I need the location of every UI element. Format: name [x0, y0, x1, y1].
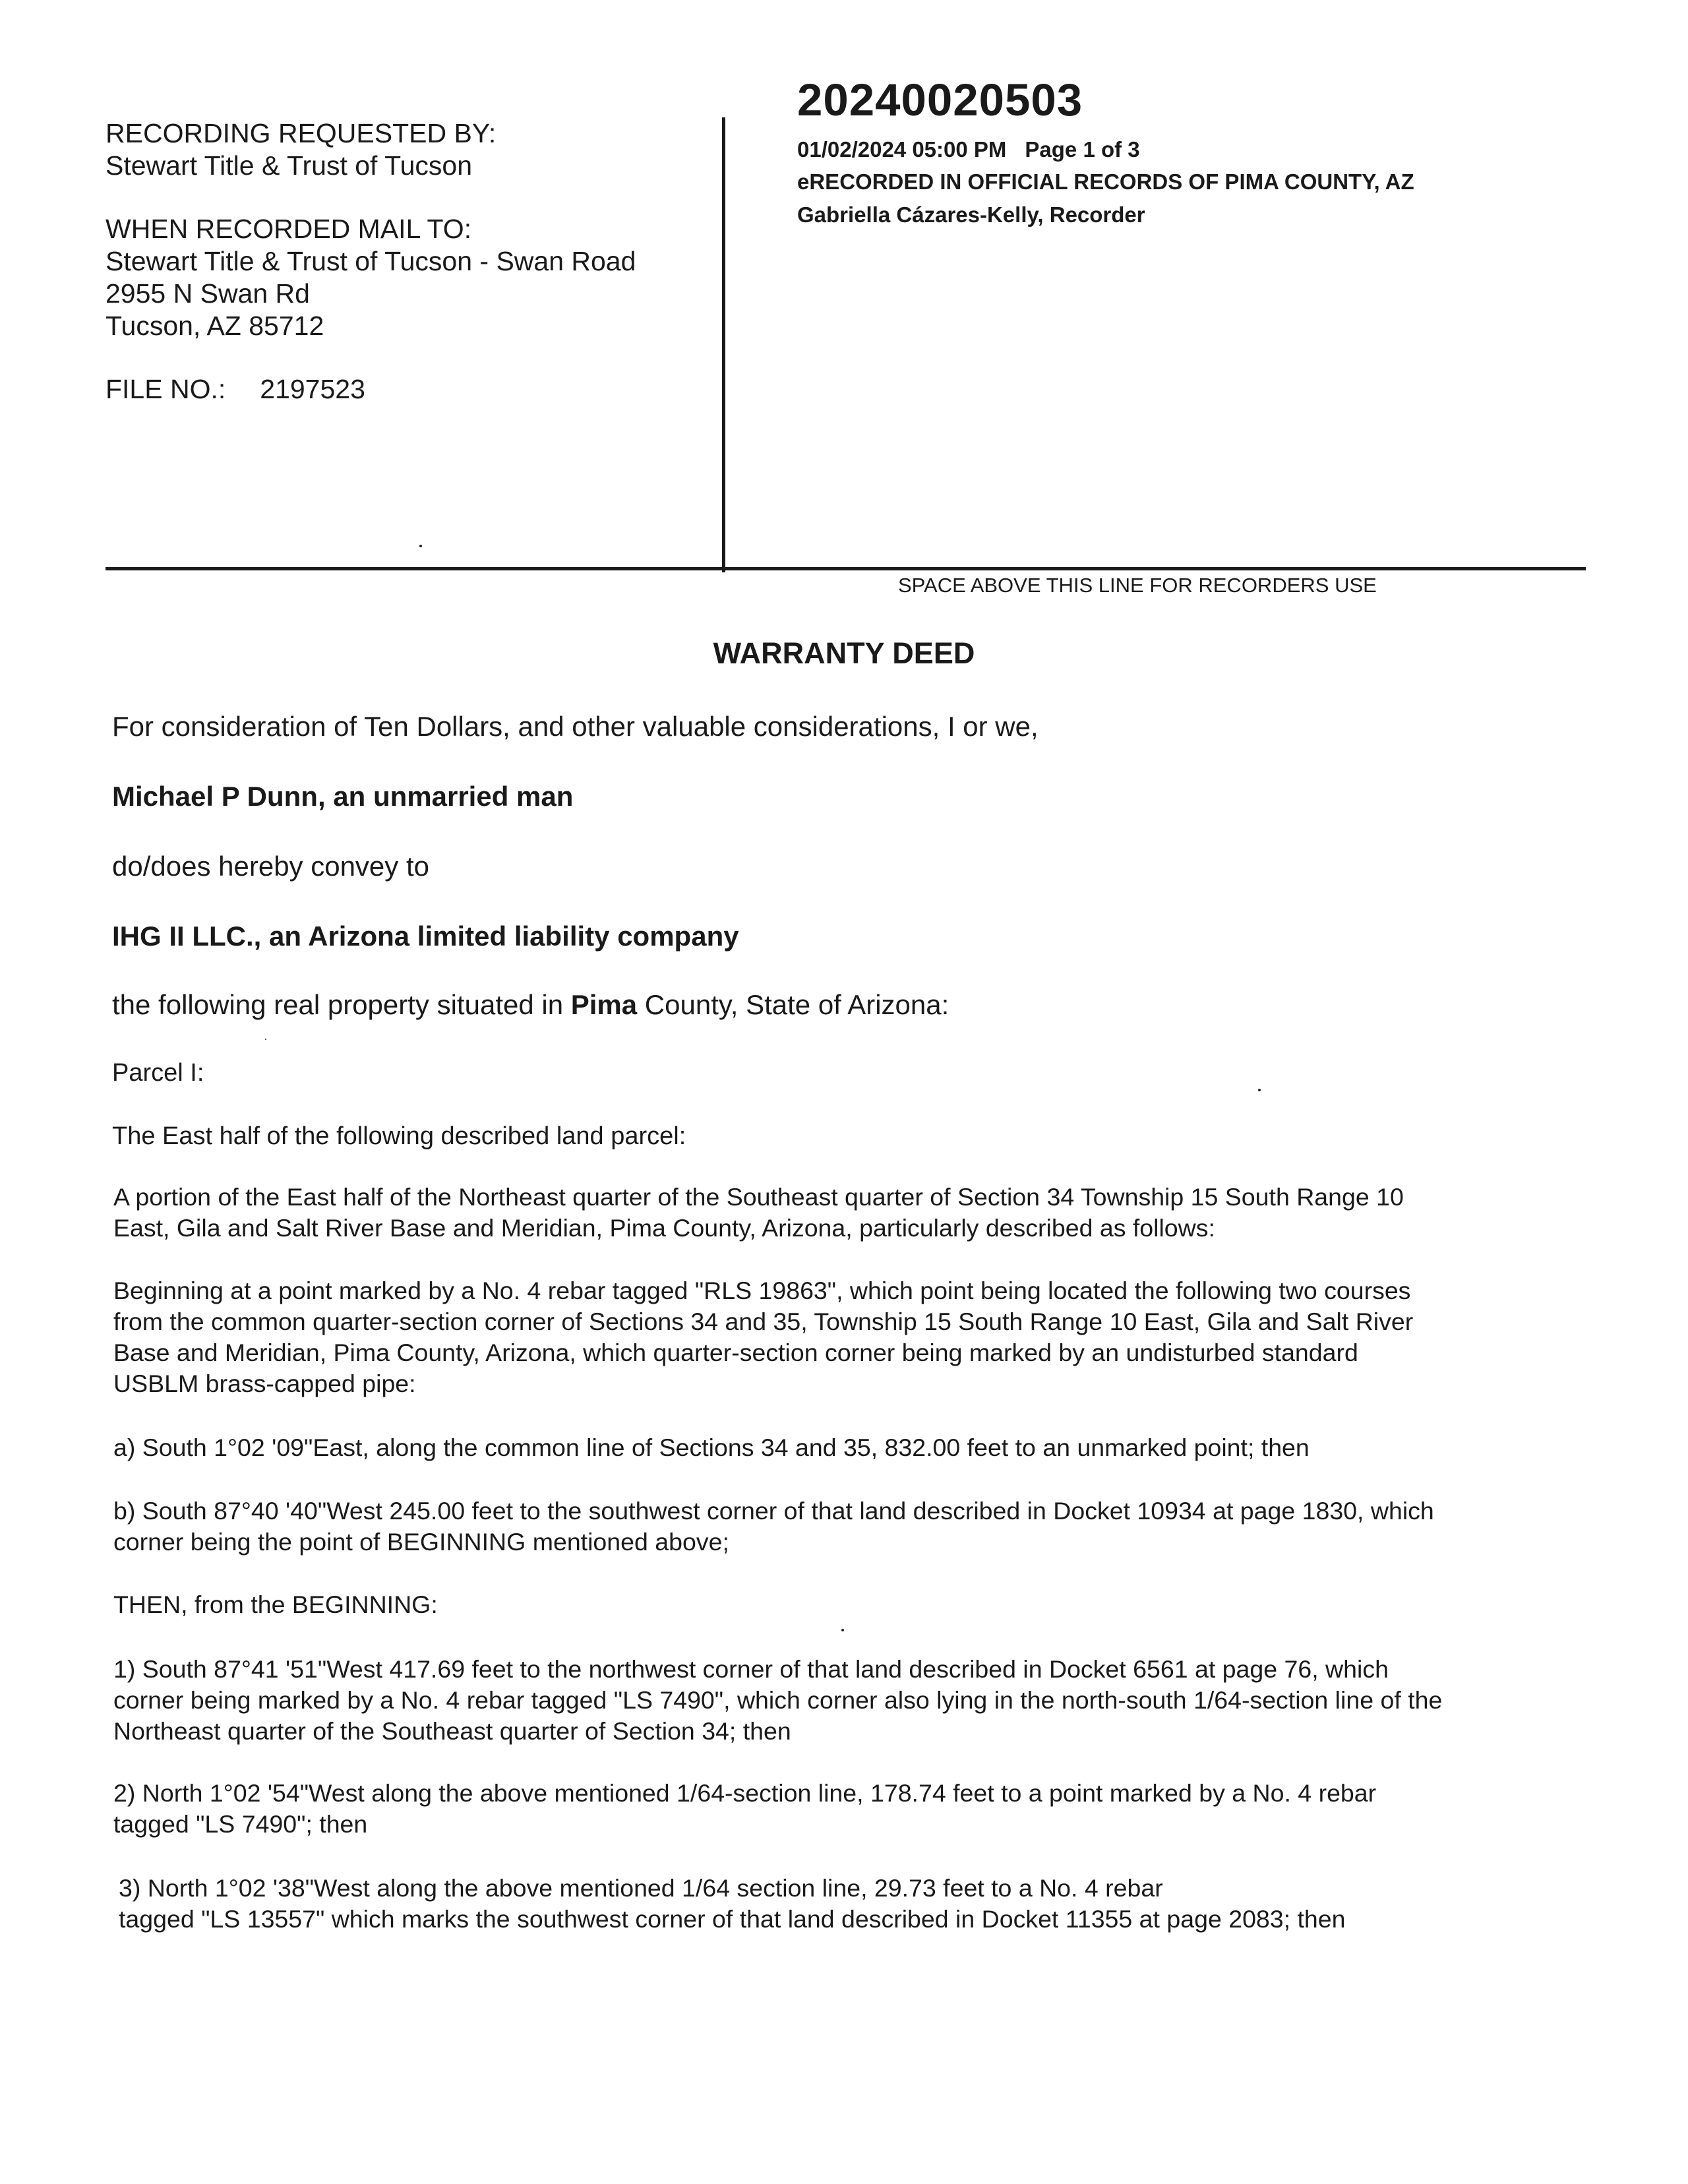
file-number-row — [106, 373, 636, 406]
property-county: Pima — [570, 989, 638, 1020]
legal-then-from — [113, 1589, 1590, 1620]
paragraph-line: tagged "LS 7490"; then — [113, 1810, 368, 1838]
scan-speck — [265, 1039, 266, 1040]
paragraph-line: THEN, from the BEGINNING: — [113, 1591, 438, 1618]
header-vertical-divider — [722, 117, 725, 572]
grantee-name: IHG II LLC., an Arizona limited liability company — [112, 921, 739, 952]
paragraph-line: from the common quarter-section corner of Sections 34 and 35, Township 15 South Range 10 East, Gila and Salt River — [113, 1308, 1414, 1335]
property-intro-before: the following real property situated in — [112, 989, 571, 1020]
recording-requested-by: Stewart Title & Trust of Tucson — [106, 150, 473, 181]
paragraph-line: A portion of the East half of the Northeast quarter of the Southeast quarter of Section 34 Township 15 South Range 10 — [113, 1183, 1404, 1211]
document-number: 20240020503 — [797, 75, 1083, 125]
paragraph-line: corner being the point of BEGINNING mentioned above; — [113, 1528, 729, 1556]
scan-speck — [1258, 1089, 1261, 1091]
mail-to-block — [106, 213, 636, 342]
paragraph-line: 2) North 1°02 '54"West along the above mentioned 1/64-section line, 178.74 feet to a point marked by a No. 4 rebar — [113, 1779, 1377, 1807]
consideration-text: For consideration of Ten Dollars, and other valuable considerations, I or we, — [112, 711, 1039, 742]
scan-speck — [419, 545, 422, 547]
legal-course-1 — [113, 1654, 1590, 1747]
paragraph-line: a) South 1°02 '09"East, along the common line of Sections 34 and 35, 832.00 feet to an unmarked point; then — [113, 1434, 1310, 1461]
paragraph-line: 3) North 1°02 '38"West along the above mentioned 1/64 section line, 29.73 feet to a No. 4 rebar — [119, 1874, 1163, 1902]
recording-datetime: 01/02/2024 05:00 PM — [797, 137, 1007, 162]
mail-to-line: Tucson, AZ 85712 — [106, 311, 324, 341]
paragraph-line: USBLM brass-capped pipe: — [113, 1370, 416, 1397]
legal-course-2 — [113, 1778, 1590, 1840]
property-intro — [112, 989, 949, 1021]
recorder-name: Gabriella Cázares-Kelly, Recorder — [797, 202, 1145, 227]
mail-to-line: Stewart Title & Trust of Tucson - Swan Road — [106, 246, 636, 276]
paragraph-line: Base and Meridian, Pima County, Arizona, which quarter-section corner being marked by an undisturbed standard — [113, 1339, 1358, 1366]
paragraph-line: Beginning at a point marked by a No. 4 rebar tagged "RLS 19863", which point being located the following two courses — [113, 1277, 1411, 1304]
paragraph-line: East, Gila and Salt River Base and Meridian, Pima County, Arizona, particularly described as follows: — [113, 1214, 1215, 1242]
mail-to-label: WHEN RECORDED MAIL TO: — [106, 214, 472, 244]
mail-to-line: 2955 N Swan Rd — [106, 278, 310, 309]
file-no-value: 2197523 — [260, 374, 365, 404]
property-intro-after: County, State of Arizona: — [637, 989, 950, 1020]
legal-course-b — [113, 1496, 1590, 1558]
parcel-label: Parcel I: — [112, 1059, 204, 1087]
east-half-text: The East half of the following described land parcel: — [112, 1122, 686, 1150]
recording-datetime-row — [797, 137, 1140, 162]
convey-phrase: do/does hereby convey to — [112, 851, 429, 882]
paragraph-line: Northeast quarter of the Southeast quarter of Section 34; then — [113, 1717, 791, 1745]
legal-course-a — [113, 1432, 1590, 1463]
recording-requested-block — [106, 117, 636, 182]
recorder-space-rule — [106, 567, 1586, 570]
legal-course-3 — [119, 1873, 1596, 1935]
scan-speck — [841, 1629, 844, 1631]
paragraph-line: b) South 87°40 '40"West 245.00 feet to the southwest corner of that land described in Docket 10934 at page 1830, which — [113, 1497, 1434, 1525]
space-above-note: SPACE ABOVE THIS LINE FOR RECORDERS USE — [898, 574, 1377, 597]
legal-beginning-paragraph — [113, 1275, 1590, 1399]
legal-portion-paragraph — [113, 1182, 1590, 1244]
file-no-label: FILE NO.: — [106, 374, 226, 404]
paragraph-line: corner being marked by a No. 4 rebar tagged "LS 7490", which corner also lying in the north-south 1/64-section line of the — [113, 1686, 1443, 1714]
recording-header-left — [106, 117, 636, 406]
grantor-name: Michael P Dunn, an unmarried man — [112, 781, 574, 812]
deed-title: WARRANTY DEED — [713, 636, 975, 670]
recording-office: eRECORDED IN OFFICIAL RECORDS OF PIMA COUNTY, AZ — [797, 169, 1414, 194]
recording-requested-label: RECORDING REQUESTED BY: — [106, 118, 497, 148]
paragraph-line: tagged "LS 13557" which marks the southwest corner of that land described in Docket 11355 at page 2083; then — [119, 1905, 1346, 1933]
paragraph-line: 1) South 87°41 '51"West 417.69 feet to the northwest corner of that land described in Docket 6561 at page 76, which — [113, 1655, 1389, 1683]
page-info: Page 1 of 3 — [1025, 137, 1140, 162]
